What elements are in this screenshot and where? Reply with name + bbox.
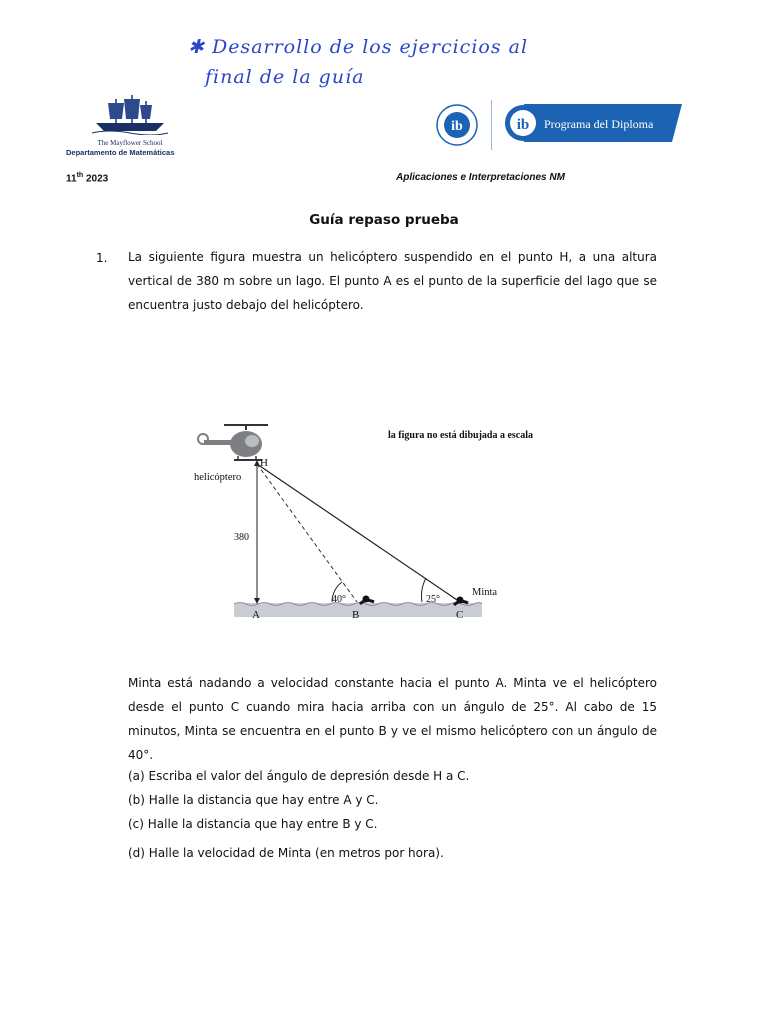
figure-scale-note: la figura no está dibujada a escala: [388, 430, 534, 441]
label-angle-c: 25°: [426, 594, 440, 605]
logo-divider: [491, 100, 492, 150]
question-part-a: (a) Escriba el valor del ángulo de depresión desde H a C.: [128, 769, 470, 783]
ib-seal-text: ib: [451, 119, 463, 134]
school-name: The Mayflower School: [97, 139, 163, 147]
ib-logo-text: ib: [516, 117, 530, 133]
helicopter-icon: [198, 425, 268, 460]
department-label: Departamento de Matemáticas: [66, 148, 175, 157]
ib-program-label: Programa del Diploma: [544, 117, 654, 131]
label-b: B: [352, 609, 360, 621]
school-logo: [86, 93, 174, 147]
label-a: A: [252, 609, 260, 621]
question-part-b: (b) Halle la distancia que hay entre A y C.: [128, 793, 379, 807]
label-angle-b: 40°: [332, 594, 346, 605]
page-title: Guía repaso prueba: [309, 212, 459, 228]
question-number: 1.: [96, 251, 108, 265]
question-part-d: (d) Halle la velocidad de Minta (en metros por hora).: [128, 846, 444, 860]
course-name: Aplicaciones e Interpretaciones NM: [396, 172, 565, 183]
ib-program-logo: [504, 104, 684, 146]
question-body: Minta está nadando a velocidad constante hacia el punto A. Minta ve el helicóptero desde el punto C cuando mira hacia arriba con un ángulo de 25°. Al cabo de 15 minutos, Minta se encuentra en el punto B y ve el mismo helicóptero con un ángulo de 40°.: [128, 676, 657, 762]
handwritten-note-line2: final de la guía: [205, 66, 365, 88]
handwritten-note-line1: ✱ Desarrollo de los ejercicios al: [188, 36, 529, 58]
question-intro: La siguiente figura muestra un helicóptero suspendido en el punto H, a una altura vertical de 380 m sobre un lago. El punto A es el punto de la superficie del lago que se encuentra justo debajo del helicóptero.: [128, 250, 657, 312]
label-c: C: [456, 609, 464, 621]
ib-seal-logo: [435, 103, 479, 151]
document-date: 11th 2023: [66, 172, 109, 185]
swimmer-b-icon: [360, 596, 374, 605]
label-height: 380: [234, 532, 249, 543]
label-helicopter: helicóptero: [194, 472, 242, 483]
ship-icon: [86, 93, 174, 135]
question-part-c: (c) Halle la distancia que hay entre B y C.: [128, 817, 378, 831]
label-minta: Minta: [472, 587, 498, 598]
helicopter-figure: [190, 418, 570, 632]
label-h: H: [260, 457, 268, 469]
